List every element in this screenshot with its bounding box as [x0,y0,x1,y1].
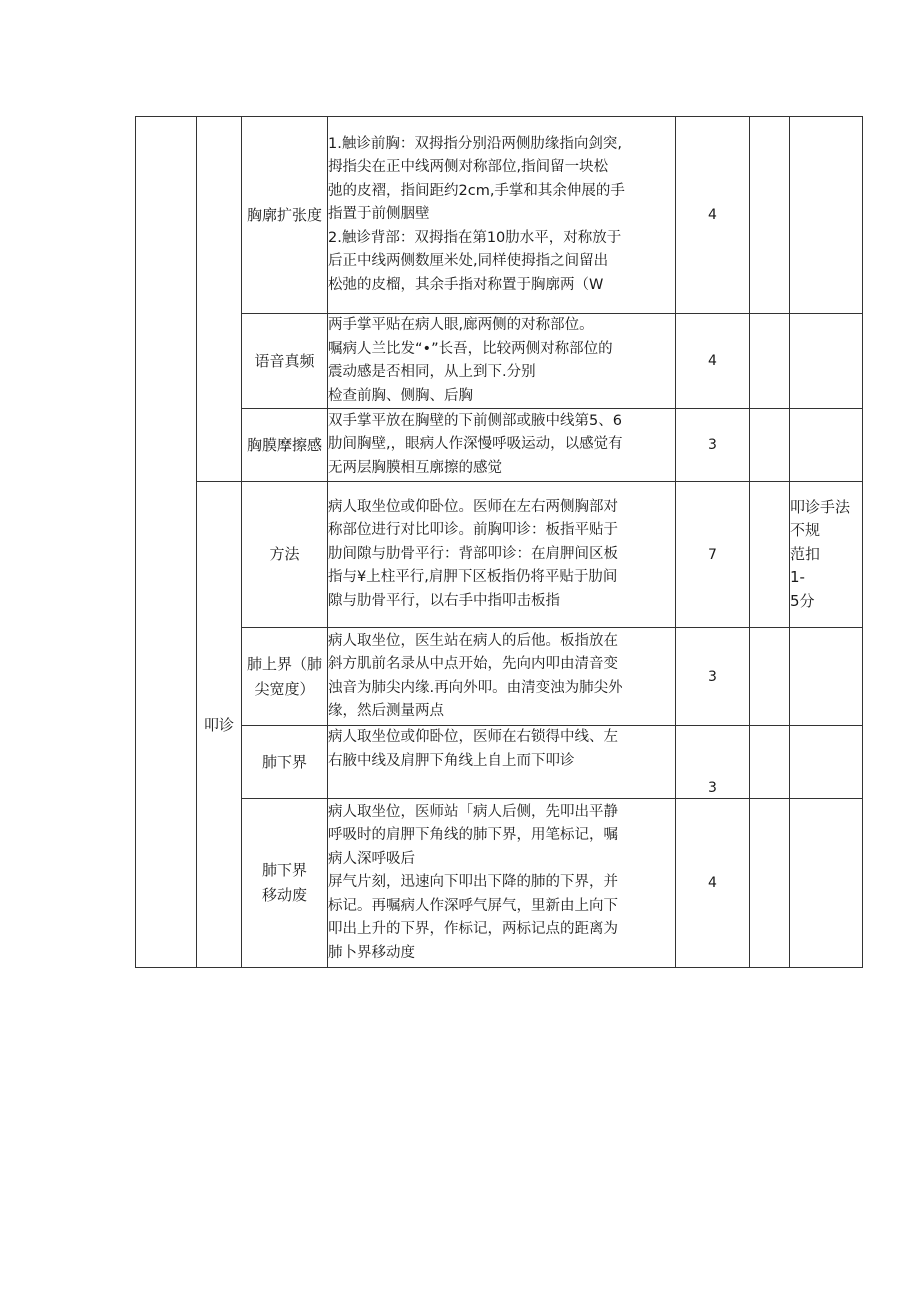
method-cell [328,314,676,409]
method-line: 缘，然后测量两点 [328,703,444,719]
method-line: 两手掌平贴在病人眼,廊两侧的对称部位。 [328,317,594,333]
method-line: 肋间隙与肋骨平行：背部叩诊：在肩胛间区板 [328,545,618,562]
method-line: 后正中线两侧数厘米处,同样使拇指之间留出 [328,253,609,270]
method-line: 松弛的皮榴，其余手指对称置于胸廓两（W [328,276,604,293]
table-row [136,799,863,968]
item-name-line: 肺下界 [261,752,307,771]
table-row [136,117,863,314]
category-cell [136,117,197,968]
note-cell [790,482,863,628]
table-row [136,314,863,409]
item-name-cell [242,628,328,726]
score-cell: 7 [676,482,750,628]
score-cell: 4 [676,117,750,314]
method-cell [328,117,676,314]
method-line: 标记。再嘱病人作深呼气屏气，里新由上向下 [328,897,618,914]
score-cell: 4 [676,799,750,968]
method-line: 无两层胸膜相互廓擦的感觉 [328,459,502,476]
method-cell [328,409,676,482]
note-cell [790,726,863,799]
table-row [136,482,863,628]
method-line: 嘱病人兰比发“•”长吾，比较两侧对称部位的 [328,340,613,357]
item-name-cell [242,314,328,409]
item-name-cell [242,482,328,628]
item-name-line: 尖宽度） [254,679,315,698]
method-line: 震动感是否相同，从上到下.分别 [328,364,536,380]
note-cell [790,314,863,409]
note-cell [790,117,863,314]
method-line: 双手掌平放在胸壁的下前侧部或腋中线第5、6 [328,412,622,429]
method-line: 弛的皮褶，指间距约2cm,手掌和其余伸展的手 [328,182,625,199]
method-line: 指与¥上柱平行,肩胛下区板指仍将平贴于肋间 [328,569,618,586]
method-line: 肋间胸壁,，眼病人作深慢呼吸运动，以感觉有 [328,436,623,453]
deduction-cell [750,482,790,628]
method-line: 1.触诊前胸：双拇指分别沿两侧肋缘指向剑突, [328,135,622,152]
method-line: 叩出上升的下界，作标记，两标记点的距离为 [328,921,618,938]
item-name-line: 方法 [269,545,300,563]
table-row [136,409,863,482]
deduction-cell [750,409,790,482]
item-name-line: 胸廓扩张度 [246,205,322,224]
method-cell [328,482,676,628]
method-line: 浊音为肺尖内缘.再向外叩。由清变浊为肺尖外 [328,679,623,696]
method-line: 隙与肋骨平行，以右手中指叩击板指 [328,592,560,609]
method-cell [328,726,676,799]
score-cell: 3 [676,726,750,799]
method-cell [328,799,676,968]
item-name-line: 肺下界 [261,861,307,879]
score-cell: 3 [676,628,750,726]
item-name-line: 胸膜摩擦感 [246,435,322,454]
note-line: 5分 [790,591,815,610]
deduction-cell [750,628,790,726]
method-line: 拇指尖在正中线两侧对称部位,指间留一块松 [328,159,609,176]
item-name-line: 肺上界（肺 [246,654,322,673]
method-line: 病人取坐位或仰卧位。医师在左右两侧胸部对 [328,498,618,515]
method-line: 病人深呼吸后 [328,850,415,867]
note-cell [790,409,863,482]
method-line: 肺卜界移动度 [328,944,415,961]
note-line: 不规 [790,521,821,540]
note-line: 叩诊手法 [790,497,851,516]
section-label-cell [197,482,242,968]
score-cell: 4 [676,314,750,409]
method-cell [328,628,676,726]
item-name-line: 语音真频 [254,351,315,370]
deduction-cell [750,314,790,409]
method-line: 称部位进行对比叩诊。前胸叩诊：板指平贴于 [328,522,618,539]
item-name-cell [242,726,328,799]
item-name-cell [242,117,328,314]
item-name-line: 移动废 [261,886,307,904]
subcategory-cell [197,117,242,482]
method-line: 呼吸时的肩胛下角线的肺下界，用笔标记，嘱 [328,827,618,844]
table-row [136,628,863,726]
deduction-cell [750,117,790,314]
note-cell [790,799,863,968]
item-name-cell [242,799,328,968]
note-line: 范扣 [790,544,821,563]
table-row [136,726,863,799]
score-cell: 3 [676,409,750,482]
method-line: 病人取坐位，医生站在病人的后他。板指放在 [328,632,618,649]
exam-scoring-table [135,116,863,968]
method-line: 右腋中线及肩胛下角线上自上而下叩诊 [328,752,575,769]
note-line: 1- [790,568,805,587]
section-label: 叩诊 [203,716,234,734]
deduction-cell [750,799,790,968]
method-line: 病人取坐位，医师站「病人后侧，先叩出平静 [328,803,618,820]
method-line: 2.触诊背部：双拇指在第10肋水平，对称放于 [328,229,622,246]
item-name-cell [242,409,328,482]
method-line: 屏气片刻，迅速向下叩出下降的肺的下界，并 [328,874,618,891]
method-line: 检查前胸、侧胸、后胸 [328,387,473,404]
method-line: 斜方肌前名录从中点开始，先向内叩由清音变 [328,656,618,672]
method-line: 病人取坐位或仰卧位，医师在右锁得中线、左 [328,729,618,745]
method-line: 指置于前侧胭壁 [328,206,430,223]
note-cell [790,628,863,726]
deduction-cell [750,726,790,799]
